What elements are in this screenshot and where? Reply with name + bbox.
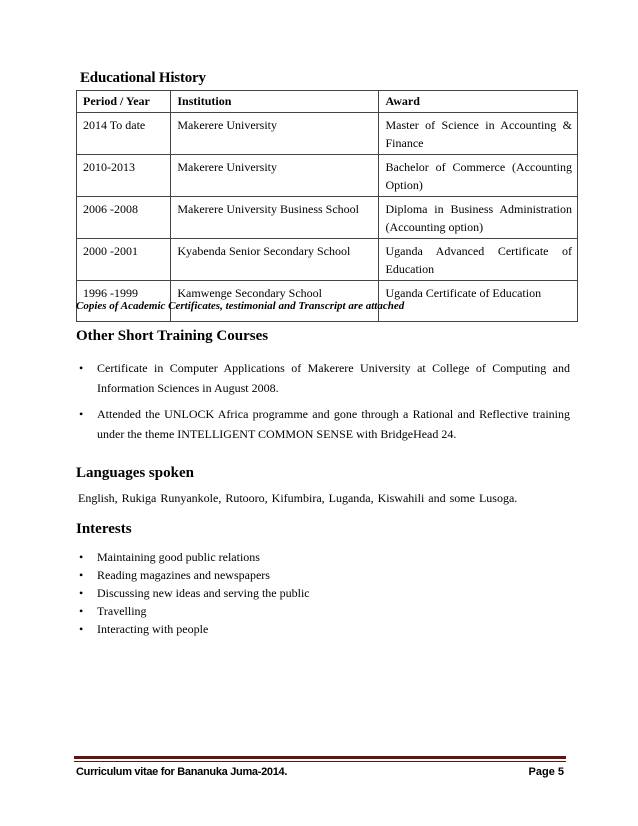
training-heading: Other Short Training Courses: [76, 328, 269, 344]
interest-item-text: Travelling: [97, 604, 147, 618]
institution-cell: Makerere University: [171, 155, 379, 197]
list-item: [76, 404, 570, 444]
interest-item-text: Interacting with people: [97, 622, 209, 636]
training-list: [76, 358, 570, 450]
institution-cell: Makerere University: [171, 113, 379, 155]
table-row: [77, 155, 578, 197]
table-header-row: [77, 91, 578, 113]
bullet-icon: •: [79, 586, 84, 600]
list-item: [76, 566, 556, 584]
period-cell: 1996 -1999: [77, 281, 171, 322]
footer-title: Curriculum vitae for Bananuka Juma-2014.: [76, 766, 288, 778]
footer-divider-thin: [74, 761, 566, 762]
institution-cell: Kamwenge Secondary School: [171, 281, 379, 322]
award-cell: Uganda Advanced Certificate of Education: [379, 239, 578, 281]
bullet-icon: •: [79, 568, 84, 582]
list-item: [76, 584, 556, 602]
column-header-award: Award: [379, 91, 578, 113]
column-header-period: Period / Year: [77, 91, 171, 113]
period-cell: 2000 -2001: [77, 239, 171, 281]
period-cell: 2006 -2008: [77, 197, 171, 239]
page-number: Page 5: [528, 766, 564, 778]
certificates-note: Copies of Academic Certificates, testimonial and Transcript are attached: [76, 300, 405, 312]
bullet-icon: •: [79, 622, 84, 636]
interest-item-text: Reading magazines and newspapers: [97, 568, 270, 582]
training-item-text: Attended the UNLOCK Africa programme and gone through a Rational and Reflective training under the theme INTELLIGENT COMMON SENSE with BridgeHead 24.: [97, 407, 570, 441]
table-row: [77, 113, 578, 155]
interest-item-text: Discussing new ideas and serving the public: [97, 586, 310, 600]
list-item: [76, 602, 556, 620]
bullet-icon: •: [79, 407, 84, 421]
interests-heading: Interests: [76, 521, 132, 537]
column-header-institution: Institution: [171, 91, 379, 113]
bullet-icon: •: [79, 361, 84, 375]
period-cell: 2010-2013: [77, 155, 171, 197]
award-cell: Diploma in Business Administration (Accounting option): [379, 197, 578, 239]
table-row: [77, 197, 578, 239]
period-cell: 2014 To date: [77, 113, 171, 155]
languages-text: English, Rukiga Runyankole, Rutooro, Kifumbira, Luganda, Kiswahili and some Lusoga.: [78, 491, 518, 505]
languages-heading: Languages spoken: [76, 465, 194, 481]
interests-list: [76, 548, 556, 638]
list-item: [76, 548, 556, 566]
list-item: [76, 620, 556, 638]
award-cell: Bachelor of Commerce (Accounting Option): [379, 155, 578, 197]
education-table: [76, 90, 578, 322]
bullet-icon: •: [79, 604, 84, 618]
educational-history-heading: Educational History: [80, 70, 206, 86]
footer-divider: [74, 756, 566, 759]
bullet-icon: •: [79, 550, 84, 564]
training-item-text: Certificate in Computer Applications of Makerere University at College of Computing and Information Sciences in August 2008.: [97, 361, 570, 395]
award-cell: Master of Science in Accounting & Finance: [379, 113, 578, 155]
award-cell: Uganda Certificate of Education: [379, 281, 578, 322]
institution-cell: Makerere University Business School: [171, 197, 379, 239]
institution-cell: Kyabenda Senior Secondary School: [171, 239, 379, 281]
table-row: [77, 239, 578, 281]
list-item: [76, 358, 570, 398]
interest-item-text: Maintaining good public relations: [97, 550, 260, 564]
